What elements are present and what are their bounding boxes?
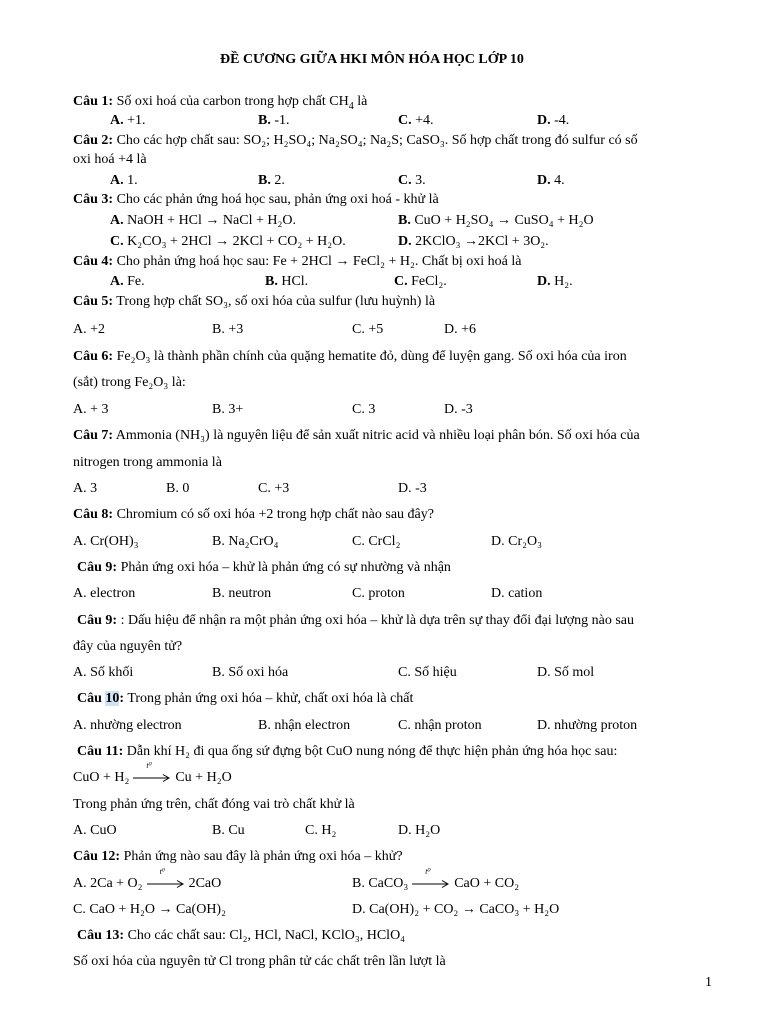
option-c [398,112,434,130]
option-letter: A. [110,274,124,289]
subscript: 4 [348,100,354,112]
option-a: A. + 3 [73,402,109,417]
question-11 [77,743,617,761]
option-letter: A. [110,213,124,228]
option-a: A. 3 [73,481,98,496]
question-text: Cho các phản ứng hoá học sau, phản ứng oxi hoá - khử là [113,192,439,207]
question-label: Câu 5: [73,294,114,309]
question-13-line2: Số oxi hóa của nguyên tử Cl trong phân tử các chất trên lần lượt là [73,954,446,969]
option-letter: B. [258,113,271,128]
option-b: B. nhận electron [258,718,351,733]
option-letter: D. [537,113,551,128]
option-c [398,172,426,190]
option-b [352,866,520,893]
question-9b [77,612,634,630]
option-d [537,172,565,190]
question-text: Cho phản ứng hoá học sau: Fe + 2HCl → FeCl₂ + H₂. Chất bị oxi hoá là [113,254,522,269]
option-c: C. +3 [258,481,290,496]
question-text: Cho các hợp chất sau: SO₂; H₂SO₄; Na₂SO₄; Na₂S; CaSO₃. Số hợp chất trong đó sulfur có số [113,133,638,148]
option-b: B. neutron [212,586,272,601]
option-b: B. Số oxi hóa [212,665,289,680]
products: CaO + CO₂ [454,876,520,891]
option-a: A. Cr(OH)₃ [73,534,139,549]
option-value: -1. [270,113,290,128]
option-letter: B. [265,274,278,289]
question-8 [73,506,434,524]
option-b [398,212,594,230]
option-letter: C. [110,234,124,249]
option-c: C. CrCl₂ [352,534,401,549]
heat-arrow-icon [147,866,185,890]
question-11-line3: Trong phản ứng trên, chất đóng vai trò chất khử là [73,797,355,812]
option-a [110,172,138,190]
option-letter: B. [398,213,411,228]
question-text: Số oxi hoá của carbon trong hợp chất CH [113,94,349,109]
option-letter: D. [398,234,412,249]
option-d: D. H₂O [398,823,441,838]
option-letter: D. [537,173,551,188]
option-c: C. H₂ [305,823,337,838]
option-letter: A. [110,113,124,128]
question-label: Câu 9: [77,560,118,575]
option-d [398,233,549,251]
option-d: D. -3 [398,481,427,496]
option-b [258,112,290,130]
question-2 [73,132,638,150]
heat-arrow-icon [133,760,171,784]
option-d: D. Cr₂O₃ [491,534,542,549]
option-d: D. cation [491,586,543,601]
condition-label: t⁰ [146,760,152,770]
question-text: Dẫn khí H₂ đi qua ống sứ đựng bột CuO nung nóng để thực hiện phản ứng hóa học sau: [123,744,618,759]
option-b: B. Cu [212,823,245,838]
question-4 [73,253,521,271]
option-value: 4. [550,173,565,188]
option-c: C. 3 [352,402,376,417]
reactants: CuO + H₂ [73,770,130,785]
option-value: H₂. [550,274,573,289]
question-label: Câu 13: [77,928,125,943]
question-text: Trong hợp chất SO₃, số oxi hóa của sulfur (lưu huỳnh) là [113,294,436,309]
option-a [110,112,146,130]
option-c: C. +5 [352,322,384,337]
reaction-equation [73,760,232,787]
question-label: Câu 2: [73,133,114,148]
question-10 [77,690,413,708]
question-label: Câu 7: [73,428,114,443]
option-letter: B. [258,173,271,188]
question-12 [73,848,403,866]
reactants: B. CaCO₃ [352,876,409,891]
option-b: B. 3+ [212,402,244,417]
option-a [73,866,222,893]
option-b [265,273,308,291]
question-label: Câu 3: [73,192,114,207]
option-a: A. nhường electron [73,718,182,733]
page-title: ĐỀ CƯƠNG GIỮA HKI MÔN HÓA HỌC LỚP 10 [220,52,524,67]
option-value: FeCl₂. [407,274,447,289]
option-c [110,233,346,251]
option-c: C. proton [352,586,405,601]
option-value: 2. [270,173,285,188]
option-letter: C. [398,113,412,128]
option-c: C. CaO + H₂O → Ca(OH)₂ [73,902,226,917]
option-value: 2KClO₃ →2KCl + 3O₂. [411,234,549,249]
option-letter: C. [394,274,408,289]
question-7 [73,427,640,445]
products: 2CaO [188,876,222,891]
option-letter: D. [537,274,551,289]
condition-label: t⁰ [159,866,165,876]
question-6-line2: (sắt) trong Fe₂O₃ là: [73,375,186,390]
option-b: B. Na₂CrO₄ [212,534,279,549]
option-value: +1. [123,113,146,128]
option-a: A. Số khối [73,665,134,680]
question-label: Câu 11: [77,744,124,759]
question-label: Câu [77,691,106,706]
highlighted-number: 10 [105,691,120,706]
option-d [537,273,573,291]
question-text: Phản ứng oxi hóa – khử là phản ứng có sự nhường và nhận [117,560,451,575]
question-2-line2: oxi hoá +4 là [73,152,147,167]
question-text-end: là [353,94,368,109]
question-label: Câu 12: [73,849,121,864]
option-letter: C. [398,173,412,188]
option-value: CuO + H₂SO₄ → CuSO₄ + H₂O [410,213,594,228]
option-d [537,112,569,130]
option-a: A. CuO [73,823,117,838]
question-text: Phản ứng nào sau đây là phản ứng oxi hóa – khử? [120,849,403,864]
option-value: 1. [123,173,138,188]
question-7-line2: nitrogen trong ammonia là [73,455,222,470]
question-label-colon: : [119,691,125,706]
option-value: NaOH + HCl → NaCl + H₂O. [123,213,296,228]
option-a: A. +2 [73,322,106,337]
option-a: A. electron [73,586,136,601]
question-9b-line2: đây của nguyên tử? [73,639,183,654]
option-c: C. Số hiệu [398,665,457,680]
condition-label: t⁰ [425,866,431,876]
question-text: Ammonia (NH₃) là nguyên liệu để sản xuất nitric acid và nhiều loại phân bón. Số oxi hóa của [113,428,640,443]
option-b [258,172,285,190]
option-c [394,273,447,291]
option-b: B. +3 [212,322,244,337]
question-label: Câu 9: [77,613,118,628]
question-text: Cho các chất sau: Cl₂, HCl, NaCl, KClO₃, HClO₄ [124,928,406,943]
option-d: D. +6 [444,322,477,337]
question-label: Câu 6: [73,349,114,364]
question-text: : Dấu hiệu để nhận ra một phản ứng oxi hóa – khử là dựa trên sự thay đổi đại lượng nào sau [117,613,635,628]
question-text: Trong phản ứng oxi hóa – khử, chất oxi hóa là chất [124,691,414,706]
option-value: 3. [411,173,426,188]
heat-arrow-icon [412,866,450,890]
question-3 [73,191,439,209]
question-9a [77,559,451,577]
question-13 [77,927,405,945]
option-value: +4. [411,113,434,128]
option-d: D. nhường proton [537,718,638,733]
products: Cu + H₂O [175,770,232,785]
reactants: A. 2Ca + O₂ [73,876,143,891]
option-a [110,212,296,230]
option-value: HCl. [277,274,309,289]
question-6 [73,348,627,366]
question-label: Câu 4: [73,254,114,269]
question-5 [73,293,435,311]
option-b: B. 0 [166,481,190,496]
option-c: C. nhận proton [398,718,482,733]
page-number: 1 [705,975,712,990]
option-d: D. Số mol [537,665,595,680]
option-d: D. -3 [444,402,473,417]
option-value: K₂CO₃ + 2HCl → 2KCl + CO₂ + H₂O. [123,234,346,249]
option-a [110,273,145,291]
question-label: Câu 8: [73,507,114,522]
option-value: Fe. [123,274,145,289]
question-text: Fe₂O₃ là thành phần chính của quặng hematite đỏ, dùng để luyện gang. Số oxi hóa của iron [113,349,627,364]
option-letter: A. [110,173,124,188]
question-label: Câu 1: [73,94,114,109]
option-d: D. Ca(OH)₂ + CO₂ → CaCO₃ + H₂O [352,902,560,917]
question-text: Chromium có số oxi hóa +2 trong hợp chất nào sau đây? [113,507,434,522]
option-value: -4. [550,113,570,128]
